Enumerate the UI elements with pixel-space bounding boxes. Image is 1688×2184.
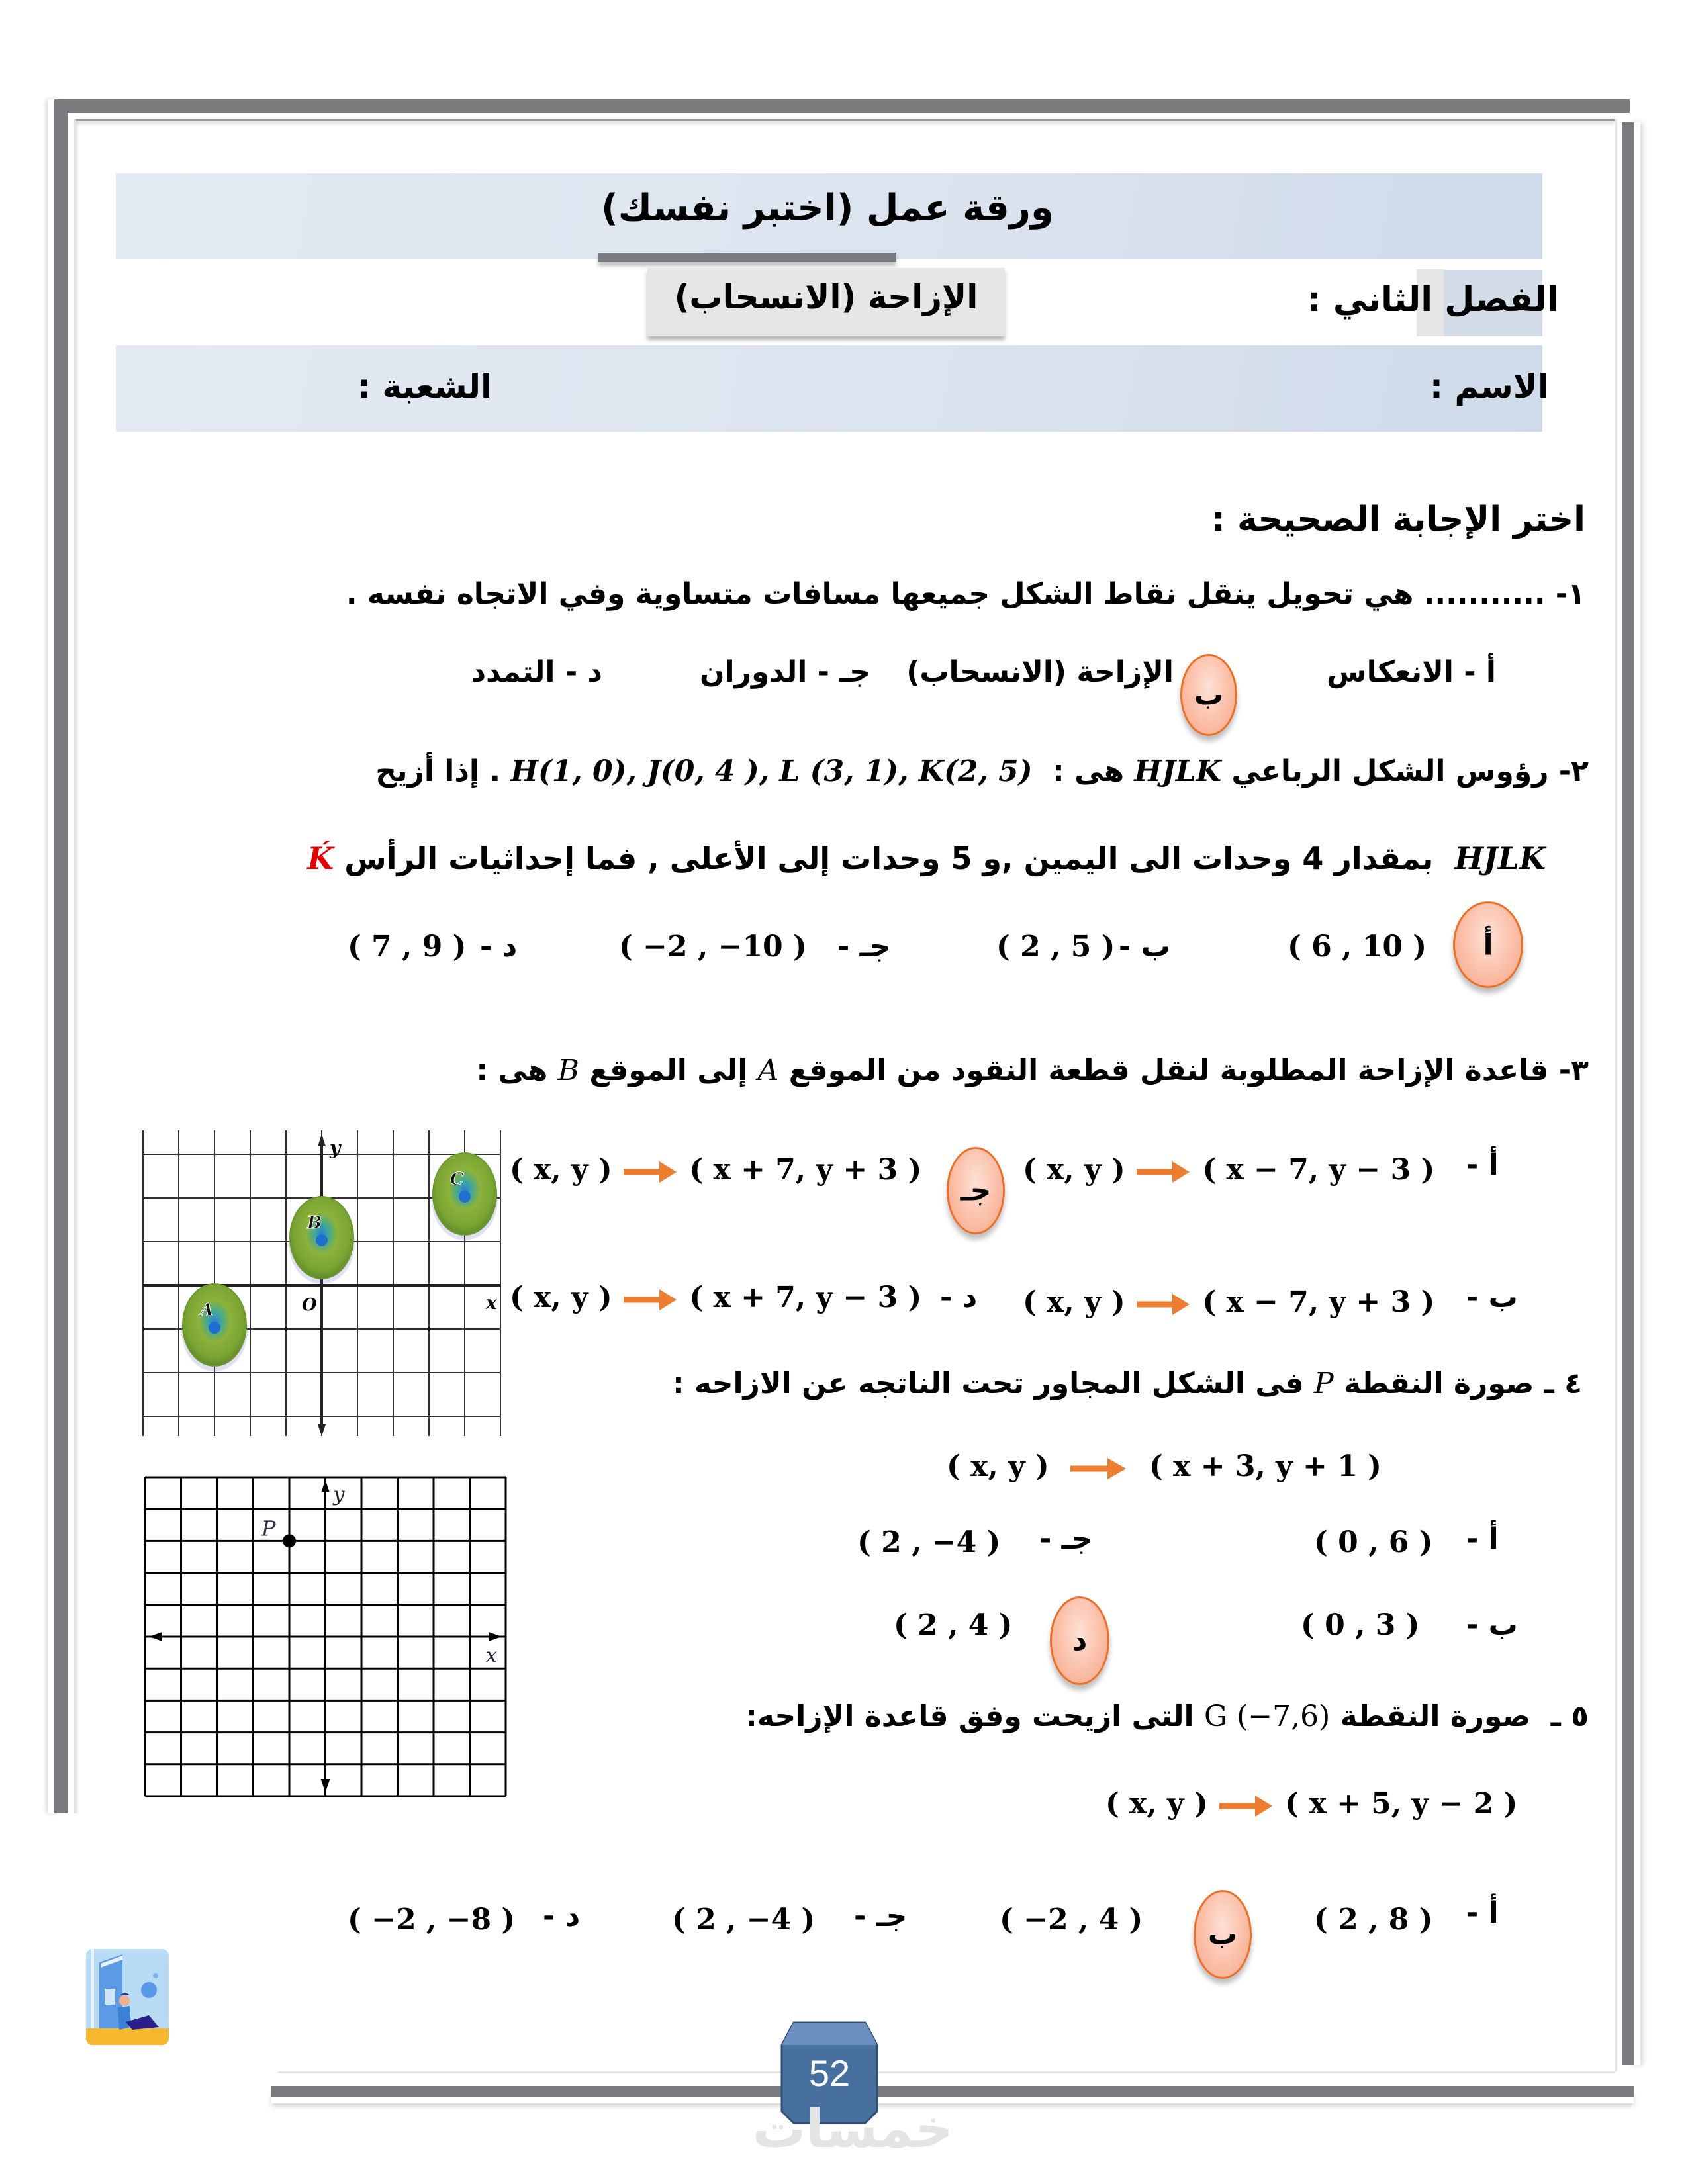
coin-center: [316, 1234, 328, 1246]
name-field-label[interactable]: الاسم :: [1430, 367, 1550, 406]
student-info-band: [116, 345, 1542, 432]
q4-answer-highlight[interactable]: د: [1050, 1596, 1109, 1685]
arrow-icon: [622, 1287, 679, 1313]
reading-student-illustration: [86, 1949, 169, 2045]
question-2-line1: ٢- رؤوس الشكل الرباعي HJLK هى : H(1, 0), J(0, 4 ), L (3, 1), K(2, 5) . إذا أزيح: [375, 754, 1589, 788]
lesson-title: الإزاحة (الانسحاب): [674, 278, 978, 316]
q5-rule: ( x, y ) ( x + 5, y − 2 ): [1105, 1787, 1518, 1821]
q2-option-d[interactable]: ( 7 , 9 ): [348, 930, 467, 964]
q3-option-d-letter: د -: [940, 1281, 978, 1314]
arrow-icon: [1135, 1291, 1192, 1318]
x-axis-label: x: [486, 1292, 497, 1314]
worksheet-title: ورقة عمل (اختبر نفسك): [601, 187, 1054, 230]
q1-answer-highlight[interactable]: ب: [1180, 654, 1237, 736]
title-underline: [598, 253, 896, 262]
q4-option-c-letter: جـ -: [1039, 1522, 1093, 1556]
q4-option-a-letter: أ -: [1466, 1522, 1499, 1556]
q2-option-c-letter: جـ -: [837, 930, 891, 964]
coin-label: A: [200, 1300, 214, 1320]
q4-option-b-letter: ب -: [1466, 1608, 1518, 1642]
y-axis-label: y: [333, 1483, 345, 1506]
q5-option-d-letter: د -: [543, 1899, 581, 1933]
arrow-icon: [622, 1159, 679, 1185]
coin-center: [459, 1191, 471, 1203]
inner-frame-bottom: [278, 2071, 1615, 2073]
y-axis-label: y: [330, 1137, 341, 1159]
q3-option-b-letter: ب -: [1466, 1281, 1518, 1314]
q2-option-a[interactable]: ( 6 , 10 ): [1288, 930, 1427, 964]
question-5: ٥ ـ صورة النقطة G (−7,6) التى ازيحت وفق قاعدة الإزاحه:: [745, 1700, 1589, 1733]
inner-frame-left: [74, 119, 76, 1813]
point-p: [283, 1534, 296, 1547]
question-number: ١-: [1555, 577, 1585, 611]
point-p-coordinate-graph: [138, 1463, 512, 1797]
coin-label: B: [307, 1213, 322, 1233]
q4-option-c[interactable]: ( 2 , −4 ): [857, 1525, 1001, 1559]
q5-option-d[interactable]: ( −2 , −8 ): [348, 1903, 516, 1936]
origin-label: O: [302, 1295, 317, 1315]
coin-coordinate-graph: [139, 1118, 503, 1443]
question-text: ........... هي تحويل ينقل نقاط الشكل جميعها مسافات متساوية وفي الاتجاه نفسه .: [346, 577, 1546, 611]
q5-option-b[interactable]: ( −2 , 4 ): [1000, 1903, 1143, 1936]
page-frame-left: [54, 99, 68, 1813]
q3-option-c[interactable]: ( x, y ) ( x + 7, y + 3 ): [510, 1153, 922, 1187]
arrow-icon: [1218, 1793, 1275, 1819]
page-number: 52: [808, 2052, 851, 2094]
q3-option-a[interactable]: ( x, y ) ( x − 7, y − 3 ): [1023, 1153, 1435, 1187]
question-4: ٤ ـ صورة النقطة P فى الشكل المجاور تحت الناتجه عن الازاحه :: [673, 1367, 1582, 1400]
coin-label: C: [450, 1169, 464, 1189]
q1-option-b[interactable]: الإزاحة (الانسحاب): [906, 655, 1174, 689]
q4-option-a[interactable]: ( 0 , 6 ): [1314, 1525, 1433, 1559]
q2-answer-highlight[interactable]: أ: [1453, 901, 1523, 988]
q5-option-a[interactable]: ( 2 , 8 ): [1314, 1903, 1433, 1936]
q1-option-d[interactable]: د - التمدد: [471, 655, 602, 689]
page-frame-right: [1622, 122, 1634, 2065]
question-1: [346, 577, 1585, 611]
q3-option-b[interactable]: ( x, y ) ( x − 7, y + 3 ): [1023, 1285, 1435, 1319]
section-field-label[interactable]: الشعبة :: [357, 367, 492, 406]
q4-rule: ( x, y ) ( x + 3, y + 1 ): [947, 1449, 1382, 1483]
coin-center: [209, 1322, 220, 1334]
question-2-line2: HJLK بمقدار 4 وحدات الى اليمين ,و 5 وحدات إلى الأعلى , فما إحداثيات الرأس Ḱ: [307, 841, 1546, 876]
chapter-label: الفصل الثاني :: [1307, 280, 1559, 320]
q1-option-a[interactable]: أ - الانعكاس: [1326, 655, 1496, 689]
inner-frame-top: [75, 119, 1615, 121]
target-vertex: Ḱ: [307, 841, 334, 876]
q2-option-b[interactable]: ( 2 , 5 ): [996, 930, 1115, 964]
q5-option-c[interactable]: ( 2 , −4 ): [672, 1903, 816, 1936]
watermark: خمسات: [752, 2098, 953, 2160]
book-reader-icon: [86, 1949, 169, 2045]
page-frame-bottom: [271, 2086, 1634, 2097]
point-p-label: P: [261, 1516, 276, 1541]
inner-frame-right: [1615, 119, 1617, 2071]
q4-option-b[interactable]: ( 0 , 3 ): [1301, 1608, 1420, 1642]
q4-option-d[interactable]: ( 2 , 4 ): [894, 1608, 1013, 1642]
q2-option-c[interactable]: ( −2 , −10 ): [619, 930, 807, 964]
x-axis-label: x: [486, 1644, 497, 1667]
vertices: H(1, 0), J(0, 4 ), L (3, 1), K(2, 5): [510, 754, 1033, 788]
page-frame-top: [54, 99, 1630, 113]
question-3: ٣- قاعدة الإزاحة المطلوبة لنقل قطعة النقود من الموقع A إلى الموقع B هى :: [476, 1054, 1589, 1087]
q2-option-b-letter: ب -: [1119, 930, 1170, 964]
q5-answer-highlight[interactable]: ب: [1194, 1890, 1252, 1979]
q3-option-d[interactable]: ( x, y ) ( x + 7, y − 3 ): [510, 1281, 922, 1314]
q3-answer-highlight[interactable]: جـ: [947, 1147, 1005, 1234]
arrow-icon: [1135, 1159, 1192, 1185]
q3-option-a-letter: أ -: [1466, 1148, 1499, 1182]
q2-option-d-letter: د -: [480, 930, 518, 964]
arrow-icon: [1069, 1455, 1129, 1482]
q5-option-a-letter: أ -: [1466, 1896, 1499, 1930]
q5-option-c-letter: جـ -: [854, 1899, 908, 1933]
instructions: اختر الإجابة الصحيحة :: [1211, 500, 1585, 539]
q1-option-c[interactable]: جـ - الدوران: [699, 655, 870, 689]
